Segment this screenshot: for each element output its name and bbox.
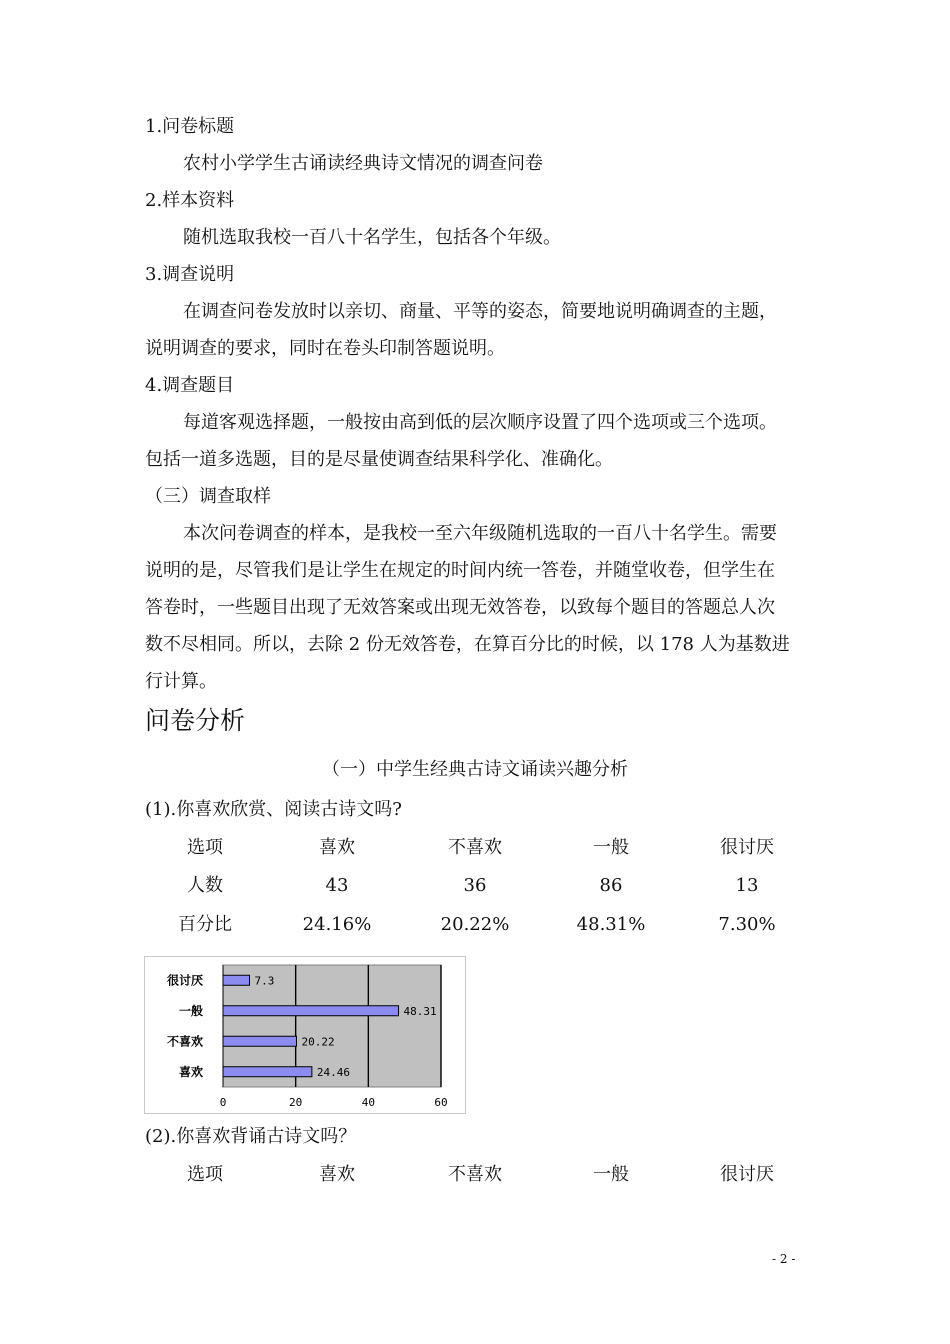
page-number: - 2 - xyxy=(772,1252,796,1266)
paragraph-line: 每道客观选择题，一般按由高到低的层次顺序设置了四个选项或三个选项。 xyxy=(183,412,777,433)
q1-count-row xyxy=(145,877,805,901)
chart-svg xyxy=(145,957,465,1113)
paragraph-line: 行计算。 xyxy=(145,671,217,692)
section-title: 问卷分析 xyxy=(145,706,246,735)
heading-line: 2.样本资料 xyxy=(145,190,235,211)
table-cell: 48.31% xyxy=(576,914,646,935)
tick-label: 0 xyxy=(219,1096,227,1109)
q1-percent-row xyxy=(145,916,805,940)
subsection-title: （一）中学生经典古诗文诵读兴趣分析 xyxy=(322,759,628,780)
table-cell: 很讨厌 xyxy=(720,1164,774,1185)
table-cell: 不喜欢 xyxy=(448,1164,502,1185)
heading-line: （三）调查取样 xyxy=(145,486,271,507)
paragraph-line: 本次问卷调查的样本，是我校一至六年级随机选取的一百八十名学生。需要 xyxy=(183,523,777,544)
tick-label: 40 xyxy=(361,1096,375,1109)
table-cell: 86 xyxy=(599,875,623,896)
table-cell: 一般 xyxy=(593,1164,629,1185)
table-cell: 很讨厌 xyxy=(720,837,774,858)
table-cell: 选项 xyxy=(187,1164,223,1185)
q1-header-row xyxy=(145,839,805,863)
tick-label: 60 xyxy=(434,1096,448,1109)
table-cell: 选项 xyxy=(187,837,223,858)
paragraph-line: 包括一道多选题，目的是尽量使调查结果科学化、准确化。 xyxy=(145,449,613,470)
heading-line: 4.调查题目 xyxy=(145,375,235,396)
paragraph-line: 农村小学学生古诵读经典诗文情况的调查问卷 xyxy=(183,153,543,174)
data-label: 7.3 xyxy=(254,974,275,988)
table-cell: 43 xyxy=(325,875,349,896)
table-cell: 一般 xyxy=(593,837,629,858)
table-cell: 喜欢 xyxy=(319,1164,355,1185)
table-cell: 36 xyxy=(463,875,487,896)
data-label: 24.46 xyxy=(316,1065,350,1079)
category-label: 喜欢 xyxy=(178,1064,203,1079)
bar xyxy=(223,975,250,985)
data-label: 20.22 xyxy=(301,1035,335,1049)
paragraph-line: 数不尽相同。所以，去除 2 份无效答卷，在算百分比的时候，以 178 人为基数进 xyxy=(145,634,790,655)
category-label: 一般 xyxy=(178,1003,203,1018)
paragraph-line: 说明的是，尽管我们是让学生在规定的时间内统一答卷，并随堂收卷，但学生在 xyxy=(145,560,775,581)
bar xyxy=(223,1067,312,1077)
paragraph-line: 在调查问卷发放时以亲切、商量、平等的姿态，简要地说明确调查的主题， xyxy=(183,301,777,322)
tick-label: 20 xyxy=(289,1096,303,1109)
table-cell: 7.30% xyxy=(718,914,776,935)
table-cell: 喜欢 xyxy=(319,837,355,858)
table-cell: 百分比 xyxy=(178,914,232,935)
category-label: 很讨厌 xyxy=(166,973,203,988)
paragraph-line: 答卷时，一些题目出现了无效答案或出现无效答卷，以致每个题目的答题总人次 xyxy=(145,597,775,618)
bar xyxy=(223,1036,296,1046)
table-cell: 24.16% xyxy=(302,914,372,935)
paragraph-line: 说明调查的要求，同时在卷头印制答题说明。 xyxy=(145,338,505,359)
heading-line: 3.调查说明 xyxy=(145,264,235,285)
q2-question: (2).你喜欢背诵古诗文吗？ xyxy=(145,1126,357,1147)
bar xyxy=(223,1006,399,1016)
table-cell: 人数 xyxy=(187,875,223,896)
q1-question: (1).你喜欢欣赏、阅读古诗文吗? xyxy=(145,799,402,820)
category-label: 不喜欢 xyxy=(166,1034,203,1049)
table-cell: 不喜欢 xyxy=(448,837,502,858)
q1-bar-chart xyxy=(144,956,466,1114)
table-cell: 13 xyxy=(735,875,759,896)
data-label: 48.31 xyxy=(403,1004,437,1018)
heading-line: 1.问卷标题 xyxy=(145,116,235,137)
table-cell: 20.22% xyxy=(440,914,510,935)
q2-header-row xyxy=(145,1166,805,1190)
paragraph-line: 随机选取我校一百八十名学生，包括各个年级。 xyxy=(183,227,561,248)
